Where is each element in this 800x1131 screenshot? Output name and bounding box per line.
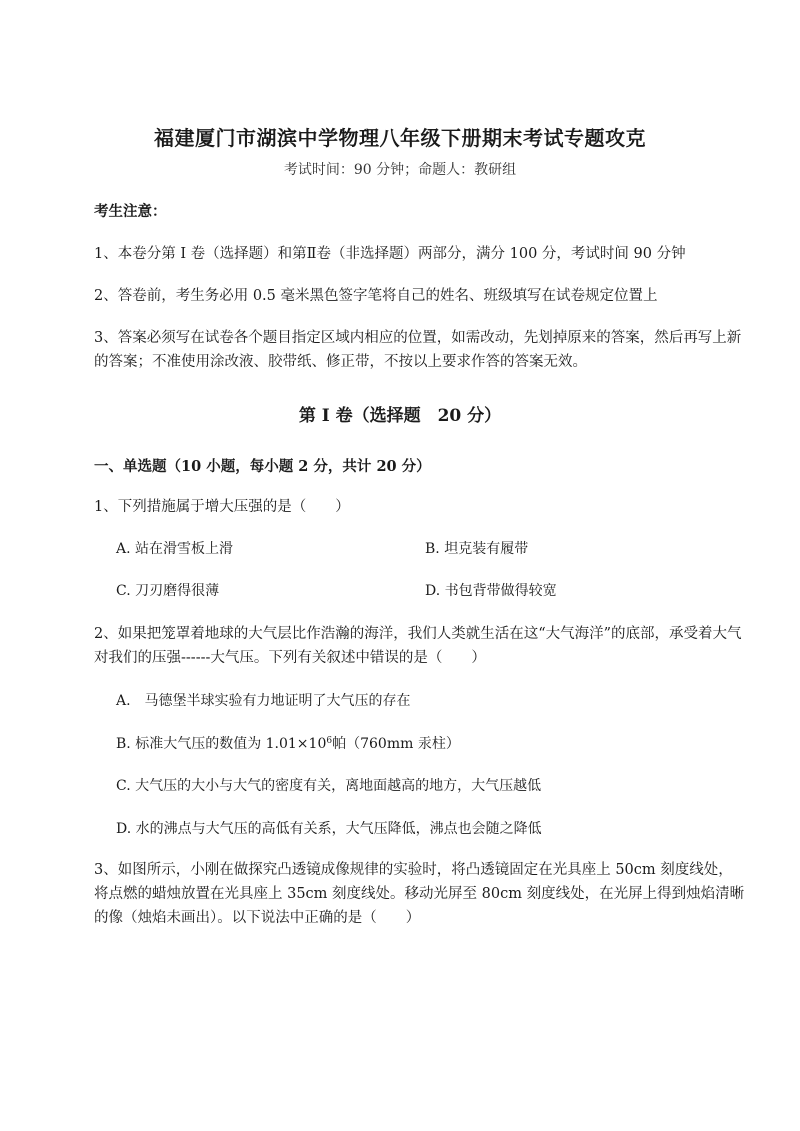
question-1-stem: 1、下列措施属于增大压强的是（ ） <box>94 499 350 515</box>
question-1-option-d: D. 书包背带做得较宽 <box>425 583 557 599</box>
note-item-1: 1、本卷分第 I 卷（选择题）和第Ⅱ卷（非选择题）两部分，满分 100 分，考试时间 90 分钟 <box>94 246 686 262</box>
question-2-option-b-suffix: 帕（760mm 汞柱） <box>332 736 460 752</box>
question-2-option-b-text: B. 标准大气压的数值为 1.01×10 <box>116 736 327 752</box>
question-2-option-b <box>116 733 460 755</box>
question-1-option-c: C. 刀刃磨得很薄 <box>116 583 220 599</box>
exam-title: 福建厦门市湖滨中学物理八年级下册期末考试专题攻克 <box>154 126 646 150</box>
notes-heading: 考生注意： <box>94 203 167 220</box>
question-1-option-a: A. 站在滑雪板上滑 <box>116 541 234 557</box>
note-item-3: 3、答案必须写在试卷各个题目指定区域内相应的位置，如需改动，先划掉原来的答案，然后再写上新的答案；不准使用涂改液、胶带纸、修正带，不按以上要求作答的答案无效。 <box>94 330 742 370</box>
question-2-option-b-exponent: 6 <box>326 736 333 746</box>
question-2-option-c: C. 大气压的大小与大气的密度有关，离地面越高的地方，大气压越低 <box>116 778 542 794</box>
section-title: 第 I 卷（选择题 20 分） <box>298 406 502 426</box>
question-2-option-d: D. 水的沸点与大气压的高低有关系，大气压降低，沸点也会随之降低 <box>116 821 542 837</box>
note-item-2: 2、答卷前，考生务必用 0.5 毫米黑色签字笔将自己的姓名、班级填写在试卷规定位置上 <box>94 288 658 304</box>
question-3-stem: 3、如图所示，小刚在做探究凸透镜成像规律的实验时，将凸透镜固定在光具座上 50cm 刻度线处，将点燃的蜡烛放置在光具座上 35cm 刻度线处。移动光屏至 80cm 刻度线处，在光屏上得到烛焰清晰的像（烛焰未画出）。以下说法中正确的是（ ） <box>94 862 745 926</box>
question-1-option-b: B. 坦克装有履带 <box>425 541 529 557</box>
exam-subtitle: 考试时间：90 分钟；命题人：教研组 <box>283 162 517 178</box>
question-2-stem: 2、如果把笼罩着地球的大气层比作浩瀚的海洋，我们人类就生活在这“大气海洋”的底部，承受着大气对我们的压强------大气压。下列有关叙述中错误的是（ ） <box>94 626 742 666</box>
question-2-option-a: A. 马德堡半球实验有力地证明了大气压的存在 <box>116 693 411 709</box>
part-heading: 一、单选题（10 小题，每小题 2 分，共计 20 分） <box>94 458 431 475</box>
